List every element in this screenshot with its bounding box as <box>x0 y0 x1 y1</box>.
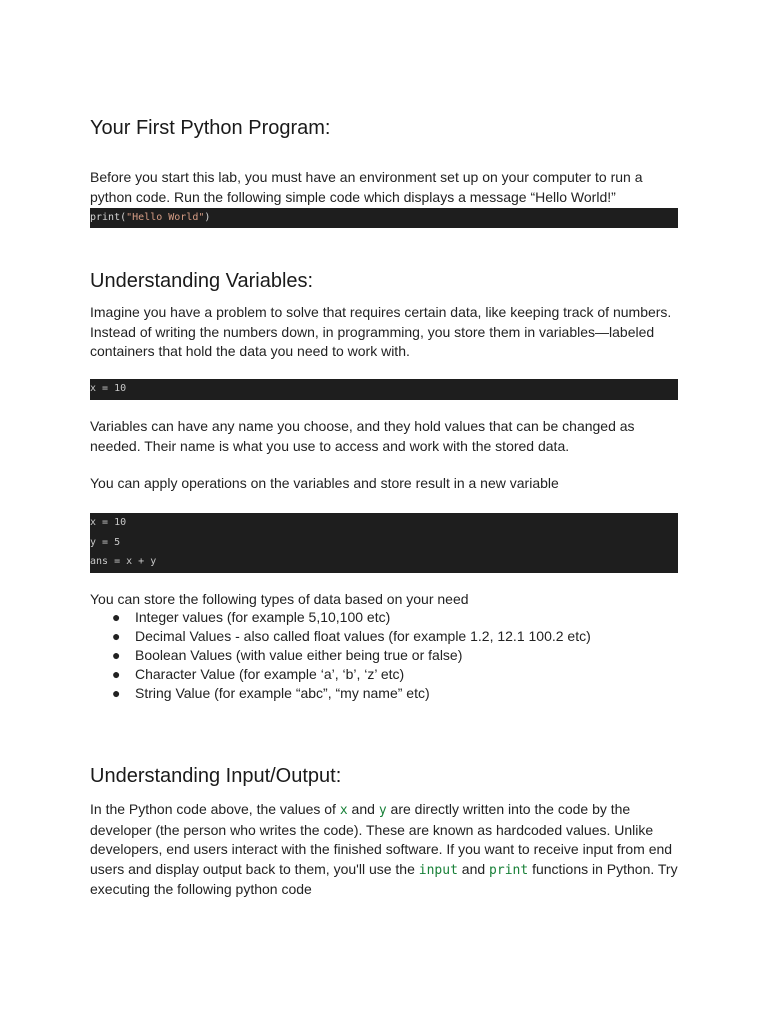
heading-input-output: Understanding Input/Output: <box>90 765 342 787</box>
list-item <box>112 665 591 684</box>
text-line: needed. Their name is what you use to access and work with the stored data. <box>90 437 570 454</box>
bullet-icon: ● <box>112 609 121 625</box>
text-segment: are directly written into the code by the <box>386 801 631 817</box>
code-block-operations <box>90 513 678 573</box>
code-line: x = 10 <box>90 383 127 394</box>
text-line: developers, end users interact with the finished software. If you want to receive input from end <box>90 841 673 857</box>
bullet-icon: ● <box>112 628 121 644</box>
text-line: Before you start this lab, you must have an environment set up on your computer to run a <box>90 169 643 185</box>
data-types-list <box>112 608 591 703</box>
paragraph-operations <box>90 474 690 494</box>
paragraph-variable-names <box>90 417 690 456</box>
text-line: You can apply operations on the variables and store result in a new variable <box>90 475 559 491</box>
code-line: x = 10 <box>90 517 127 528</box>
text-line: python code. Run the following simple code which displays a message “Hello World!” <box>90 188 616 205</box>
paragraph-variables-intro <box>90 303 690 362</box>
text-segment: and <box>347 801 379 817</box>
inline-code-x: x <box>339 803 348 818</box>
inline-code-y: y <box>378 803 387 818</box>
bullet-icon: ● <box>112 685 121 701</box>
list-item-text: Boolean Values (with value either being true or false) <box>135 647 463 663</box>
text-segment: users and display output back to them, you'll use the <box>90 860 419 877</box>
inline-code-print: print <box>489 862 529 878</box>
code-block-variable-assignment <box>90 379 678 400</box>
list-item <box>112 646 591 665</box>
code-line: ans = x + y <box>90 556 157 567</box>
code-line <box>90 208 678 228</box>
paragraph-data-types-intro <box>90 590 690 610</box>
list-item-text: Decimal Values - also called float values (for example 1.2, 12.1 100.2 etc) <box>135 628 591 644</box>
list-item <box>112 684 591 703</box>
text-line: You can store the following types of data based on your need <box>90 591 469 607</box>
text-segment: functions in Python. Try <box>528 860 678 877</box>
paragraph-first-program <box>90 168 690 207</box>
text-line: executing the following python code <box>90 881 312 897</box>
text-segment: and <box>457 860 490 877</box>
bullet-icon: ● <box>112 666 121 682</box>
list-item <box>112 608 591 627</box>
heading-variables: Understanding Variables: <box>90 270 314 292</box>
list-item-text: Character Value (for example ‘a’, ‘b’, ‘z’ etc) <box>135 666 405 682</box>
list-item-text: String Value (for example “abc”, “my name” etc) <box>135 685 430 701</box>
inline-code-input: input <box>418 862 458 878</box>
code-block-hello-world <box>90 208 678 228</box>
text-line: containers that hold the data you need to work with. <box>90 343 410 359</box>
text-line: developer (the person who writes the code). These are known as hardcoded values. Unlike <box>90 821 654 838</box>
heading-first-program: Your First Python Program: <box>90 117 331 139</box>
text-line: Instead of writing the numbers down, in programming, you store them in variables—labeled <box>90 323 655 340</box>
text-line <box>90 860 690 881</box>
code-line: y = 5 <box>90 536 121 548</box>
text-line: Variables can have any name you choose, and they hold values that can be changed as <box>90 418 635 434</box>
code-token-paren: ) <box>204 212 211 223</box>
text-line <box>90 800 690 821</box>
paragraph-input-output <box>90 800 690 900</box>
text-line: Imagine you have a problem to solve that requires certain data, like keeping track of numbers. <box>90 304 672 320</box>
bullet-icon: ● <box>112 647 121 663</box>
text-segment: In the Python code above, the values of <box>90 801 340 817</box>
code-token-string: "Hello World" <box>126 212 205 223</box>
list-item <box>112 627 591 646</box>
list-item-text: Integer values (for example 5,10,100 etc) <box>135 609 391 625</box>
code-token-function: print( <box>90 212 127 223</box>
